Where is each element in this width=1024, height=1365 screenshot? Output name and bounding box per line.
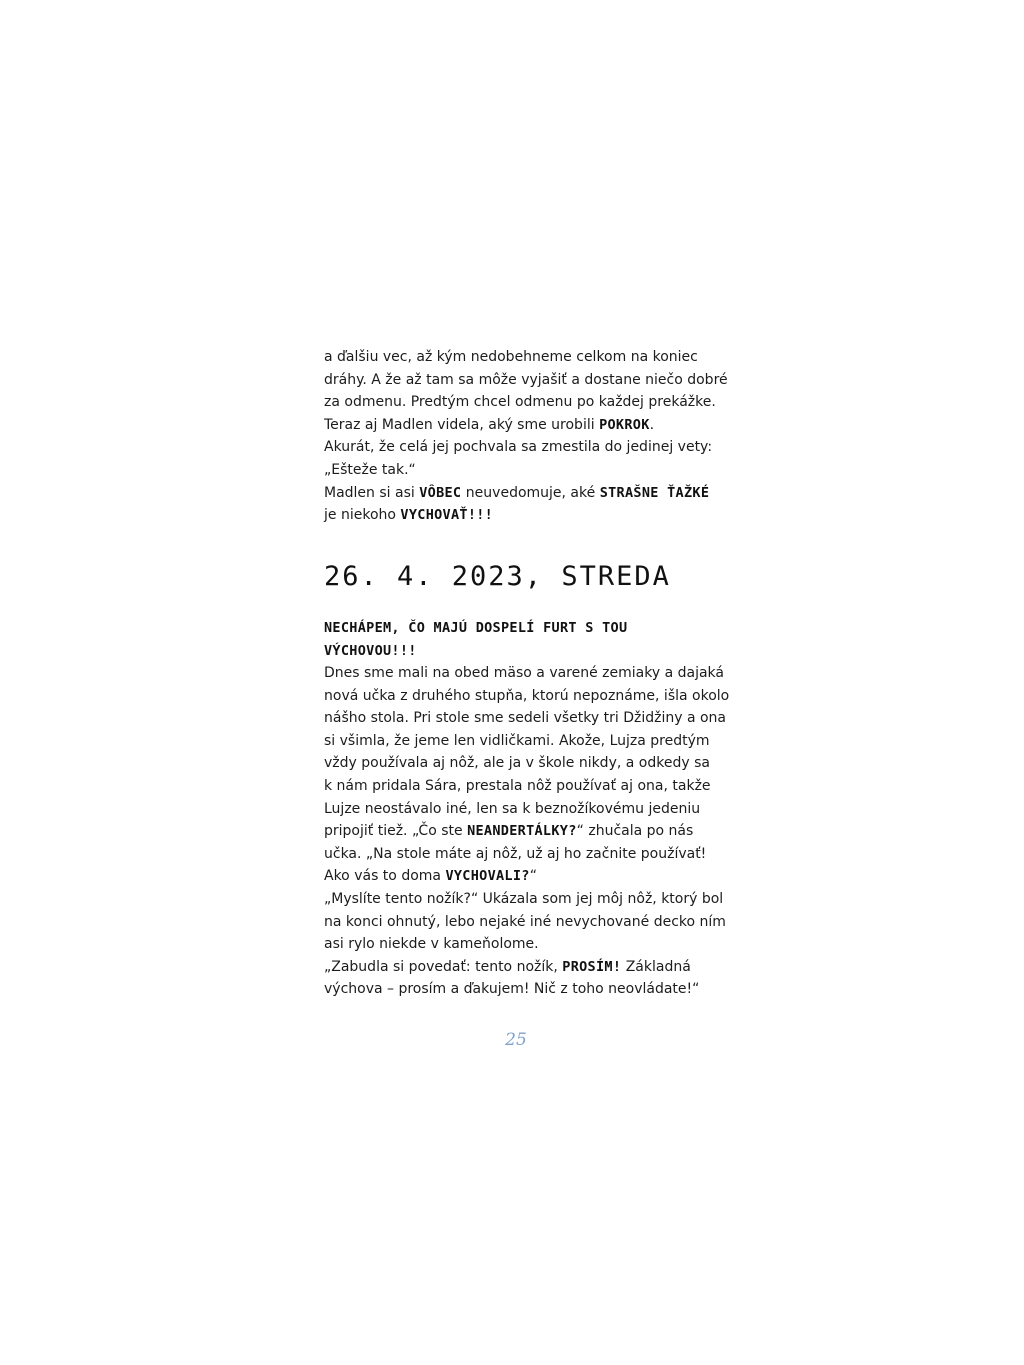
- text-line: [324, 391, 716, 414]
- chapter-title: 26. 4. 2023, STREDA: [324, 561, 671, 592]
- text-run: Dnes sme mali na obed mäso a varené zemiaky a dajaká: [324, 665, 724, 681]
- text-run: vždy používala aj nôž, ale ja v škole nikdy, a odkedy sa: [324, 755, 710, 772]
- text-run: a ďalšiu vec, až kým nedobehneme celkom na koniec: [324, 349, 698, 365]
- text-line: [324, 685, 730, 708]
- text-run: za odmenu. Predtým chcel odmenu po každej prekážke.: [324, 394, 716, 411]
- text-line: [324, 707, 726, 730]
- text-line: [324, 414, 704, 437]
- text-run: Základná: [621, 958, 691, 975]
- text-run: asi rylo niekde v kameňolome.: [324, 936, 539, 953]
- text-line: [324, 911, 726, 934]
- emphasis-text: NEANDERTÁLKY?: [467, 823, 577, 840]
- text-run: neuvedomuje, aké: [461, 484, 600, 501]
- text-run: výchova – prosím a ďakujem! Nič z toho neovládate!“: [324, 981, 700, 998]
- text-run: „Ešteže tak.“: [324, 461, 416, 478]
- text-run: Ako vás to doma: [324, 868, 446, 885]
- text-line: [324, 798, 704, 821]
- text-line: [324, 369, 728, 392]
- emphasis-text: POKROK: [599, 416, 650, 433]
- text-run: pripojiť tiež. „Čo ste: [324, 823, 468, 840]
- text-line: [324, 459, 704, 482]
- text-line: [324, 978, 704, 1001]
- text-run: “ zhučala po nás: [576, 823, 694, 840]
- text-run: si všimla, že jeme len vidličkami. Akože, Lujza predtým: [324, 732, 710, 749]
- subheading: [324, 617, 704, 662]
- text-run: nová učka z druhého stupňa, ktorú nepoznáme, išla okolo: [324, 687, 730, 704]
- text-run: učka. „Na stole máte aj nôž, už aj ho začnite používať!: [324, 845, 707, 862]
- emphasis-text: VYCHOVAŤ!!!: [400, 507, 494, 524]
- paragraph-main: [324, 662, 730, 1001]
- text-run: Akurát, že celá jej pochvala sa zmestila do jedinej vety:: [324, 439, 713, 456]
- emphasis-text: VÔBEC: [419, 484, 462, 501]
- text-run: “: [529, 868, 537, 885]
- text-run: k nám pridala Sára, prestala nôž používať aj ona, takže: [324, 777, 711, 794]
- subheading-line: NECHÁPEM, ČO MAJÚ DOSPELÍ FURT S TOU: [324, 620, 628, 636]
- text-line: [324, 820, 704, 843]
- text-line: [324, 888, 724, 911]
- text-line: [324, 956, 704, 979]
- text-line: [324, 843, 707, 866]
- text-run: na konci ohnutý, lebo nejaké iné nevychované decko ním: [324, 913, 726, 930]
- text-run: .: [649, 416, 655, 433]
- page-number: 25: [505, 1030, 527, 1050]
- subheading-line: VÝCHOVOU!!!: [324, 642, 417, 659]
- emphasis-text: VYCHOVALI?: [445, 868, 530, 885]
- text-run: „Zabudla si povedať: tento nožík,: [324, 958, 563, 975]
- text-line: [324, 775, 711, 798]
- text-line: [324, 482, 710, 505]
- text-line: [324, 730, 710, 753]
- text-run: Teraz aj Madlen videla, aký sme urobili: [324, 416, 600, 433]
- text-line: [324, 865, 704, 888]
- text-run: je niekoho: [324, 507, 401, 524]
- text-run: dráhy. A že až tam sa môže vyjašiť a dostane niečo dobré: [324, 371, 728, 388]
- text-line: [324, 346, 704, 369]
- text-line: [324, 504, 704, 527]
- text-line: [324, 662, 724, 685]
- text-run: Lujze neostávalo iné, len sa k beznožíkovému jedeniu: [324, 800, 701, 817]
- text-line: [324, 436, 713, 459]
- emphasis-text: PROSÍM!: [562, 958, 622, 975]
- paragraph-top: [324, 346, 728, 527]
- text-run: „Myslíte tento nožík?“ Ukázala som jej môj nôž, ktorý bol: [324, 890, 724, 907]
- text-run: Madlen si asi: [324, 484, 420, 501]
- text-line: [324, 752, 710, 775]
- text-run: nášho stola. Pri stole sme sedeli všetky tri Džidžiny a ona: [324, 710, 726, 727]
- emphasis-text: STRAŠNE ŤAŽKÉ: [599, 484, 710, 501]
- text-line: [324, 933, 704, 956]
